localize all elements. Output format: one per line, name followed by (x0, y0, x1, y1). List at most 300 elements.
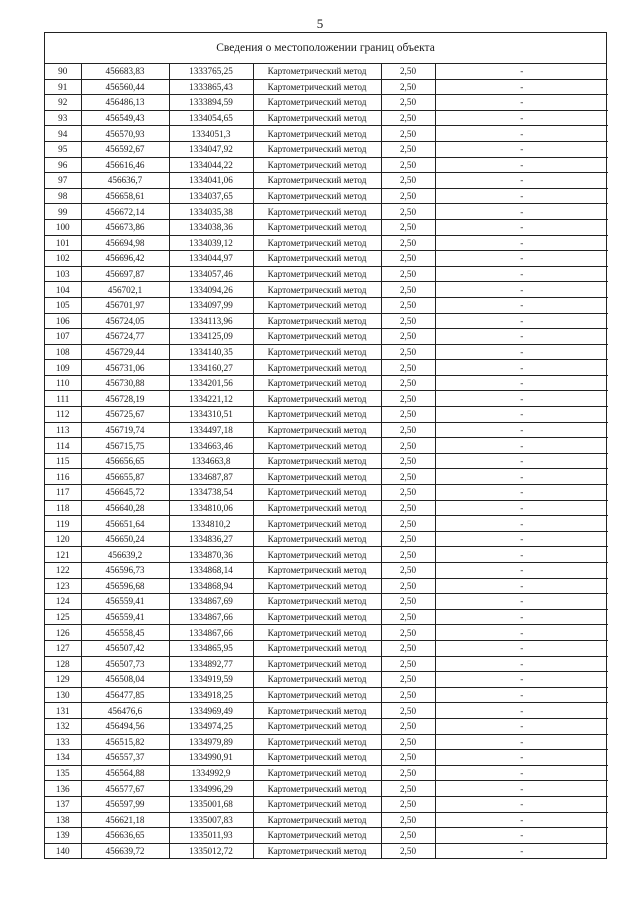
description-cell: - (435, 95, 608, 111)
table-row (45, 422, 608, 438)
accuracy-cell: 2,50 (381, 344, 435, 360)
method-cell: Картометрический метод (253, 157, 381, 173)
x-coordinate-cell: 456683,83 (81, 64, 169, 79)
description-cell: - (435, 266, 608, 282)
accuracy-cell: 2,50 (381, 407, 435, 423)
description-cell: - (435, 563, 608, 579)
point-number-cell: 135 (45, 765, 81, 781)
accuracy-cell: 2,50 (381, 266, 435, 282)
point-number-cell: 121 (45, 547, 81, 563)
method-cell: Картометрический метод (253, 796, 381, 812)
y-coordinate-cell: 1334892,77 (169, 656, 253, 672)
accuracy-cell: 2,50 (381, 188, 435, 204)
method-cell: Картометрический метод (253, 594, 381, 610)
y-coordinate-cell: 1334996,29 (169, 781, 253, 797)
point-number-cell: 118 (45, 500, 81, 516)
table-row (45, 469, 608, 485)
point-number-cell: 137 (45, 796, 81, 812)
table-row (45, 266, 608, 282)
method-cell: Картометрический метод (253, 718, 381, 734)
x-coordinate-cell: 456655,87 (81, 469, 169, 485)
x-coordinate-cell: 456636,65 (81, 828, 169, 844)
description-cell: - (435, 251, 608, 267)
description-cell: - (435, 360, 608, 376)
y-coordinate-cell: 1334992,9 (169, 765, 253, 781)
table-row (45, 453, 608, 469)
accuracy-cell: 2,50 (381, 578, 435, 594)
y-coordinate-cell: 1334051,3 (169, 126, 253, 142)
accuracy-cell: 2,50 (381, 297, 435, 313)
description-cell: - (435, 718, 608, 734)
description-cell: - (435, 609, 608, 625)
table-row (45, 781, 608, 797)
description-cell: - (435, 469, 608, 485)
y-coordinate-cell: 1333894,59 (169, 95, 253, 111)
x-coordinate-cell: 456650,24 (81, 531, 169, 547)
y-coordinate-cell: 1334810,2 (169, 516, 253, 532)
y-coordinate-cell: 1334047,92 (169, 141, 253, 157)
table-row (45, 547, 608, 563)
description-cell: - (435, 157, 608, 173)
point-number-cell: 127 (45, 640, 81, 656)
x-coordinate-cell: 456729,44 (81, 344, 169, 360)
x-coordinate-cell: 456592,67 (81, 141, 169, 157)
method-cell: Картометрический метод (253, 687, 381, 703)
y-coordinate-cell: 1334836,27 (169, 531, 253, 547)
x-coordinate-cell: 456731,06 (81, 360, 169, 376)
table-row (45, 173, 608, 189)
point-number-cell: 123 (45, 578, 81, 594)
table-row (45, 765, 608, 781)
method-cell: Картометрический метод (253, 843, 381, 858)
point-number-cell: 101 (45, 235, 81, 251)
point-number-cell: 139 (45, 828, 81, 844)
x-coordinate-cell: 456507,42 (81, 640, 169, 656)
y-coordinate-cell: 1334054,65 (169, 110, 253, 126)
point-number-cell: 129 (45, 672, 81, 688)
point-number-cell: 130 (45, 687, 81, 703)
y-coordinate-cell: 1335012,72 (169, 843, 253, 858)
x-coordinate-cell: 456694,98 (81, 235, 169, 251)
description-cell: - (435, 531, 608, 547)
table-row (45, 204, 608, 220)
x-coordinate-cell: 456724,77 (81, 329, 169, 345)
accuracy-cell: 2,50 (381, 219, 435, 235)
x-coordinate-cell: 456728,19 (81, 391, 169, 407)
method-cell: Картометрический метод (253, 765, 381, 781)
accuracy-cell: 2,50 (381, 812, 435, 828)
description-cell: - (435, 391, 608, 407)
accuracy-cell: 2,50 (381, 282, 435, 298)
y-coordinate-cell: 1334918,25 (169, 687, 253, 703)
x-coordinate-cell: 456672,14 (81, 204, 169, 220)
accuracy-cell: 2,50 (381, 391, 435, 407)
y-coordinate-cell: 1334041,06 (169, 173, 253, 189)
description-cell: - (435, 422, 608, 438)
table-row (45, 110, 608, 126)
description-cell: - (435, 79, 608, 95)
point-number-cell: 119 (45, 516, 81, 532)
accuracy-cell: 2,50 (381, 173, 435, 189)
method-cell: Картометрический метод (253, 329, 381, 345)
x-coordinate-cell: 456597,99 (81, 796, 169, 812)
method-cell: Картометрический метод (253, 173, 381, 189)
accuracy-cell: 2,50 (381, 765, 435, 781)
description-cell: - (435, 235, 608, 251)
method-cell: Картометрический метод (253, 391, 381, 407)
method-cell: Картометрический метод (253, 750, 381, 766)
accuracy-cell: 2,50 (381, 672, 435, 688)
method-cell: Картометрический метод (253, 640, 381, 656)
method-cell: Картометрический метод (253, 672, 381, 688)
description-cell: - (435, 765, 608, 781)
table-row (45, 703, 608, 719)
accuracy-cell: 2,50 (381, 843, 435, 858)
point-number-cell: 115 (45, 453, 81, 469)
method-cell: Картометрический метод (253, 828, 381, 844)
description-cell: - (435, 516, 608, 532)
point-number-cell: 124 (45, 594, 81, 610)
table-row (45, 531, 608, 547)
y-coordinate-cell: 1334868,14 (169, 563, 253, 579)
accuracy-cell: 2,50 (381, 656, 435, 672)
method-cell: Картометрический метод (253, 95, 381, 111)
accuracy-cell: 2,50 (381, 79, 435, 95)
y-coordinate-cell: 1334140,35 (169, 344, 253, 360)
coordinates-table-body (45, 64, 608, 858)
x-coordinate-cell: 456477,85 (81, 687, 169, 703)
x-coordinate-cell: 456560,44 (81, 79, 169, 95)
y-coordinate-cell: 1334867,69 (169, 594, 253, 610)
x-coordinate-cell: 456559,41 (81, 594, 169, 610)
table-row (45, 750, 608, 766)
description-cell: - (435, 703, 608, 719)
description-cell: - (435, 313, 608, 329)
y-coordinate-cell: 1334160,27 (169, 360, 253, 376)
y-coordinate-cell: 1334039,12 (169, 235, 253, 251)
table-row (45, 95, 608, 111)
accuracy-cell: 2,50 (381, 313, 435, 329)
accuracy-cell: 2,50 (381, 126, 435, 142)
description-cell: - (435, 796, 608, 812)
x-coordinate-cell: 456557,37 (81, 750, 169, 766)
point-number-cell: 140 (45, 843, 81, 858)
table-row (45, 438, 608, 454)
description-cell: - (520, 845, 524, 856)
y-coordinate-cell: 1334201,56 (169, 375, 253, 391)
description-cell: - (435, 500, 608, 516)
table-row (45, 297, 608, 313)
point-number-cell: 134 (45, 750, 81, 766)
method-cell: Картометрический метод (253, 266, 381, 282)
description-cell: - (435, 173, 608, 189)
description-cell: - (435, 344, 608, 360)
method-cell: Картометрический метод (253, 703, 381, 719)
description-cell: - (435, 625, 608, 641)
method-cell: Картометрический метод (253, 500, 381, 516)
boundary-table-sheet (44, 32, 607, 859)
description-cell: - (435, 453, 608, 469)
y-coordinate-cell: 1334221,12 (169, 391, 253, 407)
point-number-cell: 104 (45, 282, 81, 298)
table-row (45, 329, 608, 345)
method-cell: Картометрический метод (253, 485, 381, 501)
description-cell: - (435, 188, 608, 204)
point-number-cell: 109 (45, 360, 81, 376)
y-coordinate-cell: 1334037,65 (169, 188, 253, 204)
table-row (45, 640, 608, 656)
y-coordinate-cell: 1334044,97 (169, 251, 253, 267)
table-row (45, 516, 608, 532)
method-cell: Картометрический метод (253, 812, 381, 828)
description-cell: - (435, 547, 608, 563)
x-coordinate-cell: 456494,56 (81, 718, 169, 734)
method-cell: Картометрический метод (253, 251, 381, 267)
y-coordinate-cell: 1334969,49 (169, 703, 253, 719)
method-cell: Картометрический метод (253, 282, 381, 298)
point-number-cell: 100 (45, 219, 81, 235)
method-cell: Картометрический метод (253, 781, 381, 797)
description-cell: - (435, 672, 608, 688)
table-row (45, 219, 608, 235)
description-cell: - (435, 407, 608, 423)
method-cell: Картометрический метод (253, 453, 381, 469)
method-cell: Картометрический метод (253, 469, 381, 485)
x-coordinate-cell: 456596,68 (81, 578, 169, 594)
table-row (45, 734, 608, 750)
point-number-cell: 106 (45, 313, 81, 329)
point-number-cell: 138 (45, 812, 81, 828)
point-number-cell: 126 (45, 625, 81, 641)
y-coordinate-cell: 1334038,36 (169, 219, 253, 235)
method-cell: Картометрический метод (253, 360, 381, 376)
description-cell: - (435, 297, 608, 313)
point-number-cell: 111 (45, 391, 81, 407)
x-coordinate-cell: 456486,13 (81, 95, 169, 111)
point-number-cell: 103 (45, 266, 81, 282)
method-cell: Картометрический метод (253, 188, 381, 204)
point-number-cell: 96 (45, 157, 81, 173)
y-coordinate-cell: 1334865,95 (169, 640, 253, 656)
table-row (45, 391, 608, 407)
accuracy-cell: 2,50 (381, 500, 435, 516)
x-coordinate-cell: 456515,82 (81, 734, 169, 750)
method-cell: Картометрический метод (253, 141, 381, 157)
accuracy-cell: 2,50 (381, 251, 435, 267)
table-row (45, 594, 608, 610)
description-cell: - (435, 126, 608, 142)
y-coordinate-cell: 1334810,06 (169, 500, 253, 516)
table-row (45, 235, 608, 251)
point-number-cell: 98 (45, 188, 81, 204)
x-coordinate-cell: 456701,97 (81, 297, 169, 313)
point-number-cell: 91 (45, 79, 81, 95)
method-cell: Картометрический метод (253, 110, 381, 126)
point-number-cell: 107 (45, 329, 81, 345)
y-coordinate-cell: 1334094,26 (169, 282, 253, 298)
y-coordinate-cell: 1334868,94 (169, 578, 253, 594)
accuracy-cell: 2,50 (381, 563, 435, 579)
accuracy-cell: 2,50 (381, 781, 435, 797)
accuracy-cell: 2,50 (381, 64, 435, 79)
method-cell: Картометрический метод (253, 126, 381, 142)
table-row (45, 251, 608, 267)
y-coordinate-cell: 1334310,51 (169, 407, 253, 423)
x-coordinate-cell: 456564,88 (81, 765, 169, 781)
accuracy-cell: 2,50 (381, 625, 435, 641)
x-coordinate-cell: 456549,43 (81, 110, 169, 126)
x-coordinate-cell: 456559,41 (81, 609, 169, 625)
method-cell: Картометрический метод (253, 375, 381, 391)
x-coordinate-cell: 456636,7 (81, 173, 169, 189)
point-number-cell: 102 (45, 251, 81, 267)
description-cell: - (435, 734, 608, 750)
method-cell: Картометрический метод (253, 422, 381, 438)
y-coordinate-cell: 1333865,43 (169, 79, 253, 95)
table-row (45, 687, 608, 703)
x-coordinate-cell: 456577,67 (81, 781, 169, 797)
accuracy-cell: 2,50 (381, 516, 435, 532)
accuracy-cell: 2,50 (381, 703, 435, 719)
table-row (45, 812, 608, 828)
x-coordinate-cell: 456715,75 (81, 438, 169, 454)
method-cell: Картометрический метод (253, 79, 381, 95)
y-coordinate-cell: 1334663,46 (169, 438, 253, 454)
y-coordinate-cell: 1334870,36 (169, 547, 253, 563)
coordinates-table (45, 64, 608, 858)
point-number-cell: 133 (45, 734, 81, 750)
x-coordinate-cell: 456719,74 (81, 422, 169, 438)
x-coordinate-cell: 456702,1 (81, 282, 169, 298)
description-cell: - (435, 204, 608, 220)
y-coordinate-cell: 1334979,89 (169, 734, 253, 750)
point-number-cell: 114 (45, 438, 81, 454)
y-coordinate-cell: 1334113,96 (169, 313, 253, 329)
accuracy-cell: 2,50 (381, 594, 435, 610)
accuracy-cell: 2,50 (381, 141, 435, 157)
description-cell: - (435, 656, 608, 672)
method-cell: Картометрический метод (253, 656, 381, 672)
x-coordinate-cell: 456724,05 (81, 313, 169, 329)
table-row (45, 843, 608, 858)
accuracy-cell: 2,50 (381, 485, 435, 501)
table-row (45, 796, 608, 812)
point-number-cell: 125 (45, 609, 81, 625)
point-number-cell: 122 (45, 563, 81, 579)
x-coordinate-cell: 456651,64 (81, 516, 169, 532)
description-cell: - (435, 594, 608, 610)
table-row (45, 828, 608, 844)
point-number-cell: 99 (45, 204, 81, 220)
y-coordinate-cell: 1334125,09 (169, 329, 253, 345)
method-cell: Картометрический метод (253, 219, 381, 235)
y-coordinate-cell: 1334974,25 (169, 718, 253, 734)
accuracy-cell: 2,50 (381, 687, 435, 703)
point-number-cell: 117 (45, 485, 81, 501)
accuracy-cell: 2,50 (381, 828, 435, 844)
accuracy-cell: 2,50 (381, 438, 435, 454)
accuracy-cell: 2,50 (381, 95, 435, 111)
point-number-cell: 113 (45, 422, 81, 438)
description-cell: - (435, 812, 608, 828)
method-cell: Картометрический метод (253, 563, 381, 579)
y-coordinate-cell: 1334867,66 (169, 625, 253, 641)
method-cell: Картометрический метод (253, 578, 381, 594)
y-coordinate-cell: 1334867,66 (169, 609, 253, 625)
table-row (45, 500, 608, 516)
table-row (45, 157, 608, 173)
point-number-cell: 116 (45, 469, 81, 485)
y-coordinate-cell: 1333765,25 (169, 64, 253, 79)
x-coordinate-cell: 456639,2 (81, 547, 169, 563)
description-cell: - (435, 282, 608, 298)
accuracy-cell: 2,50 (381, 360, 435, 376)
point-number-cell: 95 (45, 141, 81, 157)
x-coordinate-cell: 456596,73 (81, 563, 169, 579)
point-number-cell: 94 (45, 126, 81, 142)
table-row (45, 141, 608, 157)
accuracy-cell: 2,50 (381, 329, 435, 345)
table-row (45, 625, 608, 641)
point-number-cell: 110 (45, 375, 81, 391)
x-coordinate-cell: 456558,45 (81, 625, 169, 641)
table-row (45, 718, 608, 734)
description-cell: - (435, 640, 608, 656)
description-cell: - (435, 485, 608, 501)
description-cell: - (435, 687, 608, 703)
description-cell: - (435, 141, 608, 157)
table-row (45, 609, 608, 625)
table-row (45, 282, 608, 298)
method-cell: Картометрический метод (253, 609, 381, 625)
y-coordinate-cell: 1335011,93 (169, 828, 253, 844)
y-coordinate-cell: 1334990,91 (169, 750, 253, 766)
method-cell: Картометрический метод (253, 64, 381, 79)
accuracy-cell: 2,50 (381, 110, 435, 126)
accuracy-cell: 2,50 (381, 422, 435, 438)
x-coordinate-cell: 456476,6 (81, 703, 169, 719)
method-cell: Картометрический метод (253, 625, 381, 641)
accuracy-cell: 2,50 (381, 375, 435, 391)
x-coordinate-cell: 456656,65 (81, 453, 169, 469)
y-coordinate-cell: 1334663,8 (169, 453, 253, 469)
table-row (45, 313, 608, 329)
x-coordinate-cell: 456730,88 (81, 375, 169, 391)
table-row (45, 375, 608, 391)
accuracy-cell: 2,50 (381, 453, 435, 469)
description-cell: - (435, 375, 608, 391)
x-coordinate-cell: 456507,73 (81, 656, 169, 672)
method-cell: Картометрический метод (253, 235, 381, 251)
y-coordinate-cell: 1334497,18 (169, 422, 253, 438)
y-coordinate-cell: 1334738,54 (169, 485, 253, 501)
x-coordinate-cell: 456616,46 (81, 157, 169, 173)
y-coordinate-cell: 1334919,59 (169, 672, 253, 688)
accuracy-cell: 2,50 (381, 531, 435, 547)
x-coordinate-cell: 456697,87 (81, 266, 169, 282)
accuracy-cell: 2,50 (381, 157, 435, 173)
description-cell: - (435, 750, 608, 766)
point-number-cell: 132 (45, 718, 81, 734)
accuracy-cell: 2,50 (381, 204, 435, 220)
y-coordinate-cell: 1335001,68 (169, 796, 253, 812)
y-coordinate-cell: 1334687,87 (169, 469, 253, 485)
point-number-cell: 120 (45, 531, 81, 547)
y-coordinate-cell: 1334035,38 (169, 204, 253, 220)
x-coordinate-cell: 456508,04 (81, 672, 169, 688)
x-coordinate-cell: 456570,93 (81, 126, 169, 142)
point-number-cell: 105 (45, 297, 81, 313)
